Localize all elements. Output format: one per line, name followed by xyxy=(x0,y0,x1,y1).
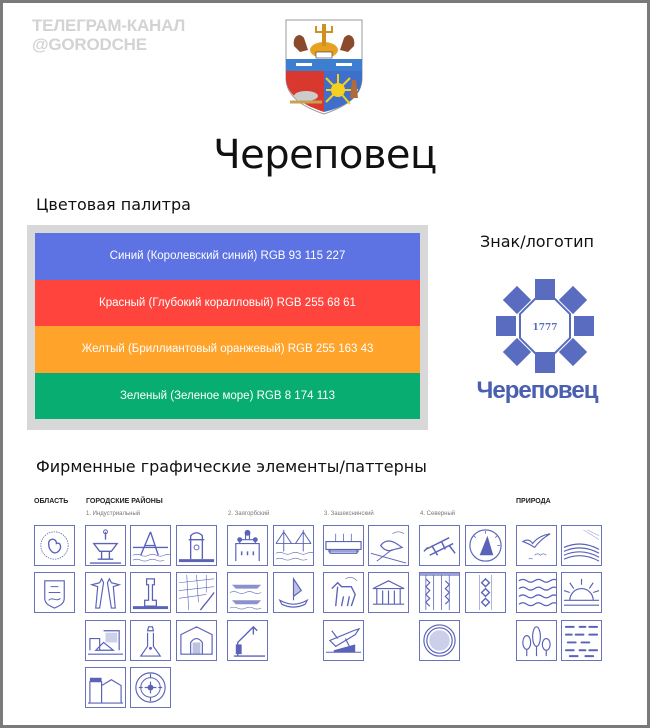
district-label-2: 2. Заягорбский xyxy=(228,511,270,517)
swatch-label: Красный (Глубокий коралловый) RGB 255 68 61 xyxy=(99,296,356,309)
swatch-label: Желтый (Бриллиантовый оранжевый) RGB 255 163 43 xyxy=(81,343,374,356)
ships-icon xyxy=(227,572,268,613)
logo-heading: Знак/логотип xyxy=(480,232,594,251)
logo-wordmark: Череповец xyxy=(476,377,598,404)
watermark xyxy=(32,16,185,54)
biplane-icon xyxy=(419,525,460,566)
watermark-line1: ТЕЛЕГРАМ-КАНАЛ xyxy=(32,16,186,35)
sunrise-icon xyxy=(561,572,602,613)
coat-of-arms-icon xyxy=(282,16,366,116)
region-emblem-round-icon xyxy=(34,525,75,566)
viking-boat-icon xyxy=(273,572,314,613)
pavilion-icon xyxy=(368,572,409,613)
old-houses-icon xyxy=(85,667,126,708)
swatch-green xyxy=(35,373,420,420)
bird-on-branch-icon xyxy=(368,525,409,566)
water-waves-icon xyxy=(516,572,557,613)
figures-statue-icon xyxy=(85,572,126,613)
factory-buildings-icon xyxy=(85,620,126,661)
district-label-1: 1. Индустриальный xyxy=(86,511,141,517)
swatch-label: Синий (Королевский синий) RGB 93 115 227 xyxy=(109,250,346,263)
seagulls-icon xyxy=(516,525,557,566)
swatch-red xyxy=(35,280,420,327)
jet-plane-icon xyxy=(323,620,364,661)
city-map-icon xyxy=(176,572,217,613)
chess-rook-monument-icon xyxy=(130,572,171,613)
group-label-region: ОБЛАСТЬ xyxy=(34,498,69,505)
fountain-icon xyxy=(85,525,126,566)
arched-building-icon xyxy=(176,620,217,661)
concentric-circles-icon xyxy=(419,620,460,661)
district-label-3: 3. Зашекснинский xyxy=(324,511,374,517)
color-palette xyxy=(27,225,428,430)
district-label-4: 4. Северный xyxy=(420,511,456,517)
monument-a-frame-icon xyxy=(130,525,171,566)
sundial-icon xyxy=(465,525,506,566)
watermark-line2: @GORODCHE xyxy=(32,35,147,54)
fish-pattern-icon xyxy=(561,620,602,661)
diamond-pattern-icon xyxy=(465,572,506,613)
ornament-stripes-icon xyxy=(419,572,460,613)
crane-icon xyxy=(227,620,268,661)
region-coat-of-arms-icon xyxy=(34,572,75,613)
page-title: Череповец xyxy=(213,132,437,178)
patterns-heading: Фирменные графические элементы/паттерны xyxy=(36,457,427,476)
horse-icon xyxy=(323,572,364,613)
swatch-blue xyxy=(35,233,420,280)
swatch-label: Зеленый (Зеленое море) RGB 8 174 113 xyxy=(119,389,336,402)
svg-text:1777: 1777 xyxy=(532,323,558,333)
lighthouse-monument-icon xyxy=(130,620,171,661)
group-label-districts: ГОРОДСКИЕ РАЙОНЫ xyxy=(86,498,163,505)
cathedral-icon xyxy=(227,525,268,566)
tower-column-icon xyxy=(176,525,217,566)
arch-bridge-icon xyxy=(323,525,364,566)
cable-bridge-icon xyxy=(273,525,314,566)
ornament-circle-icon xyxy=(130,667,171,708)
group-label-nature: ПРИРОДА xyxy=(516,498,551,505)
swatch-orange xyxy=(35,326,420,373)
trees-icon xyxy=(516,620,557,661)
wind-waves-icon xyxy=(561,525,602,566)
palette-heading: Цветовая палитра xyxy=(36,195,191,214)
